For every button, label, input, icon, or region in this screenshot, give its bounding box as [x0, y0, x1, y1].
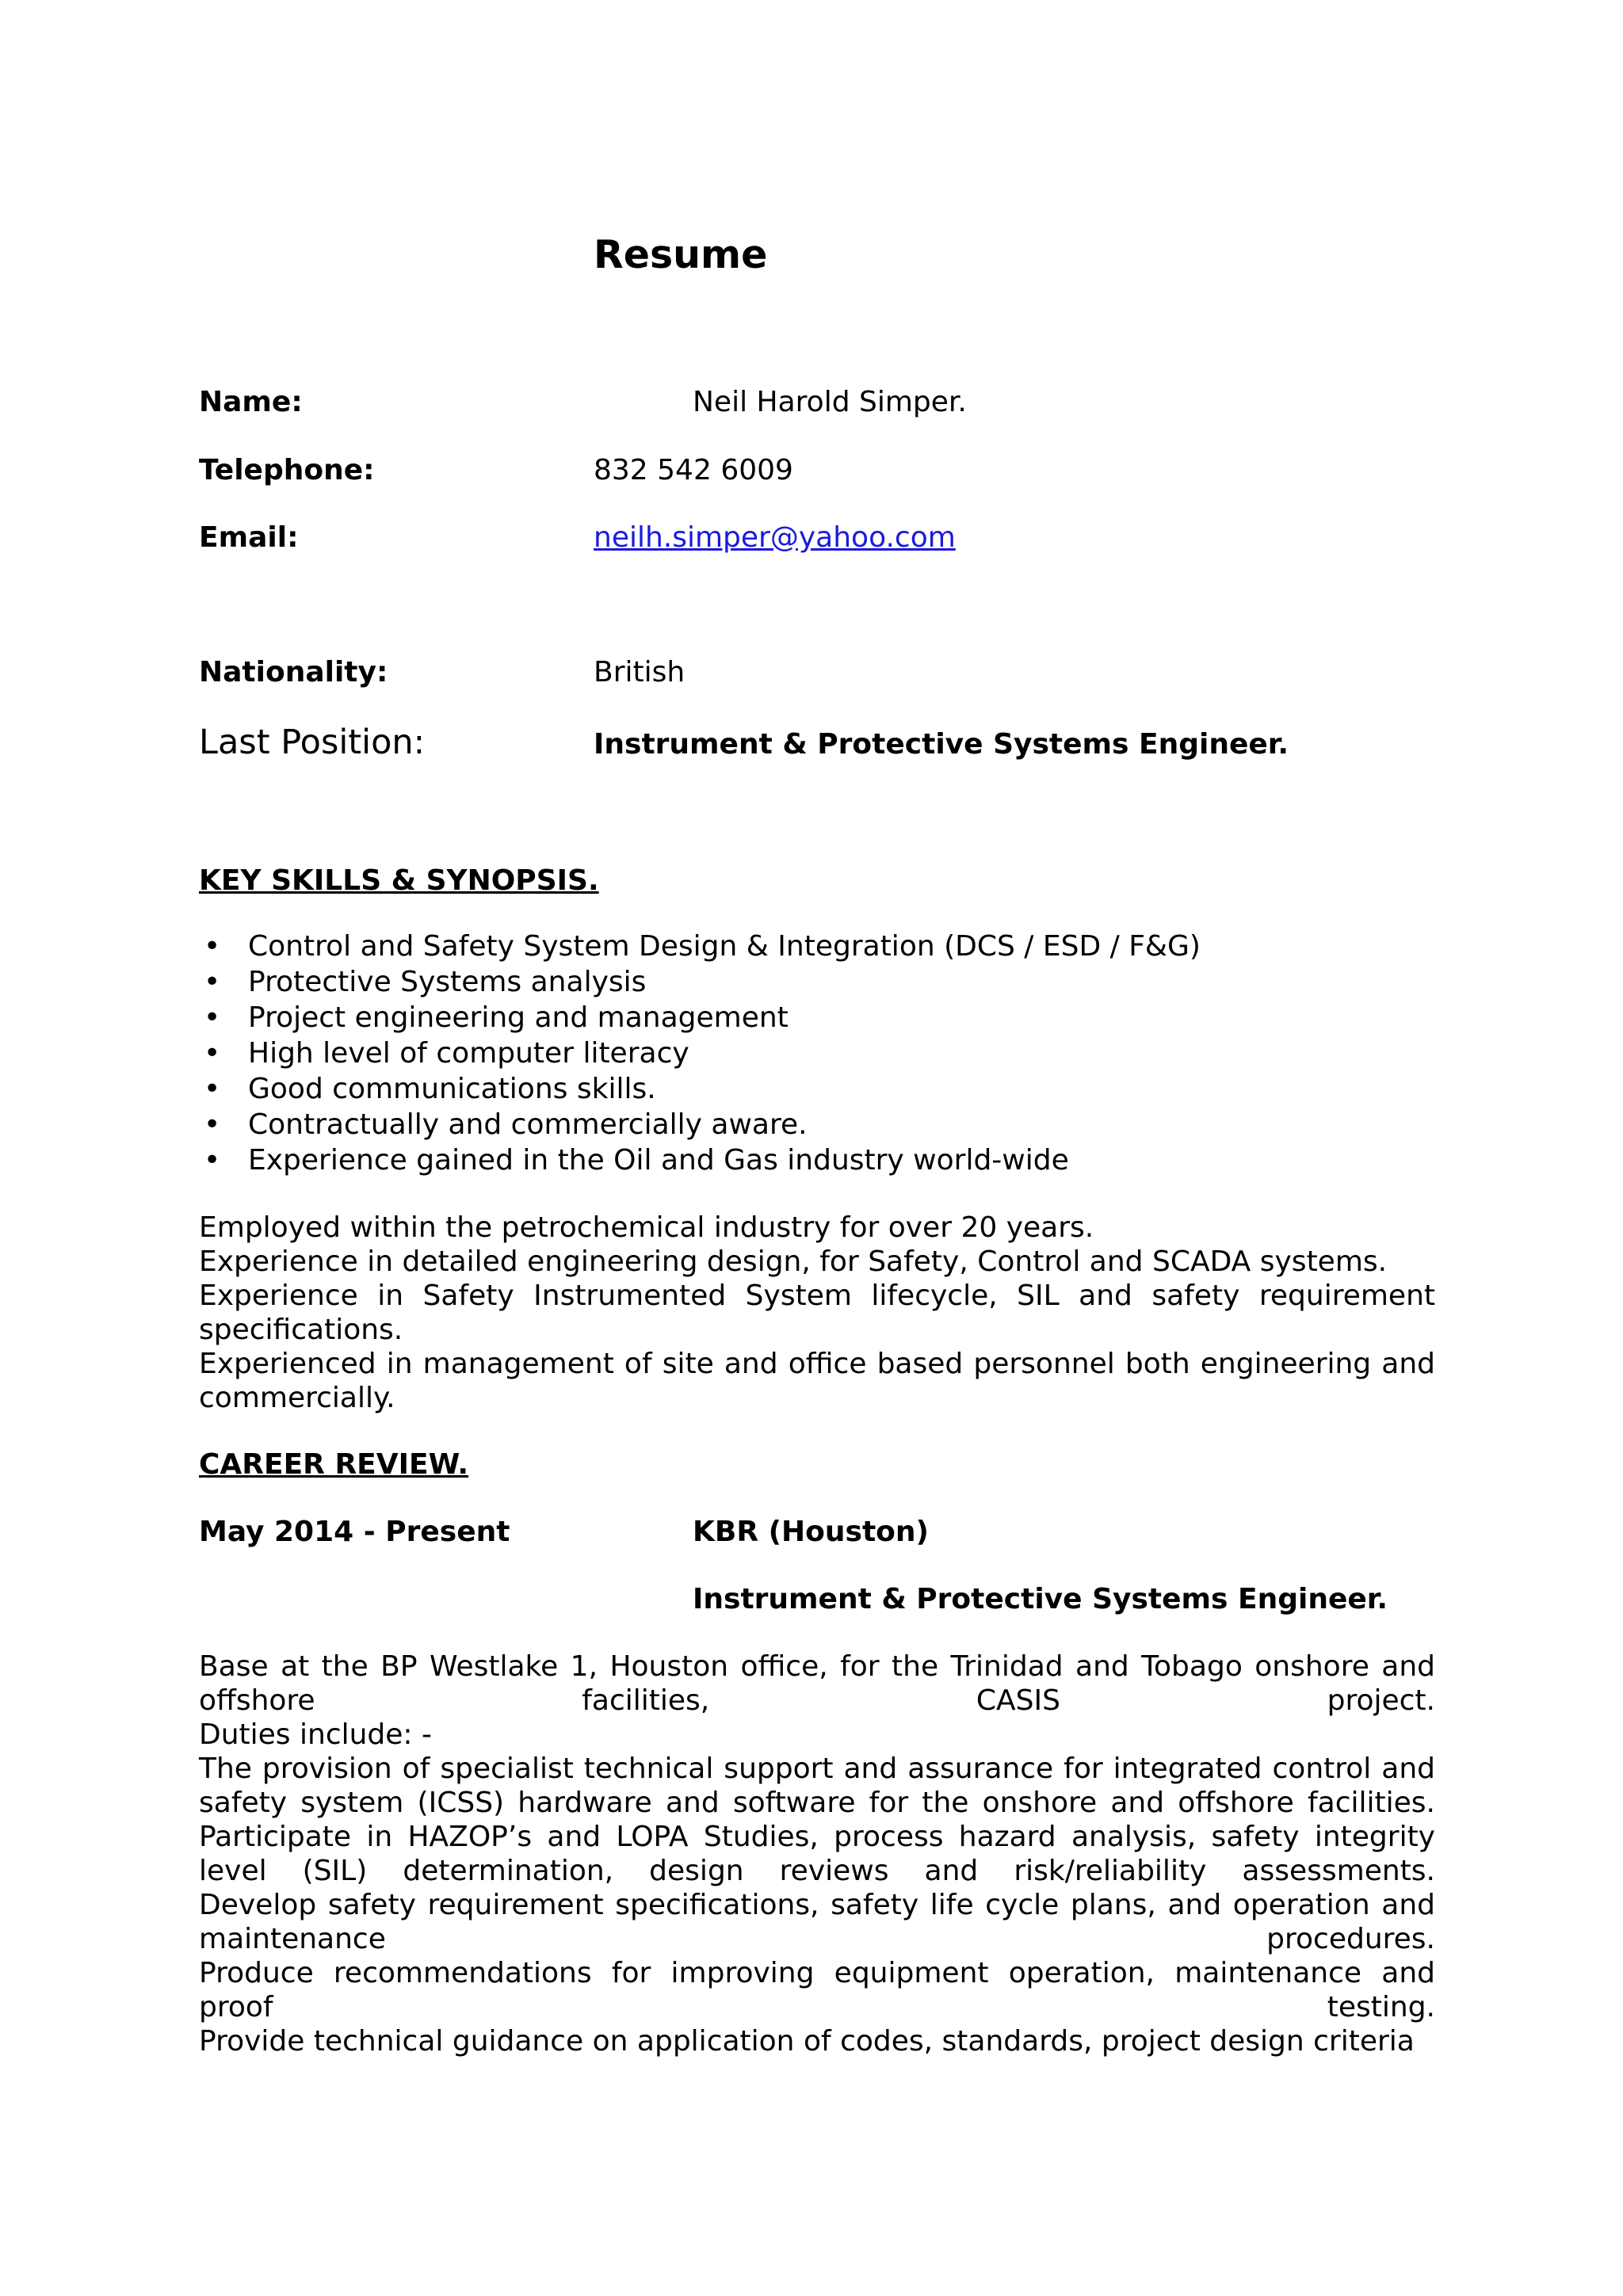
- synopsis-line: Experience in detailed engineering design, for Safety, Control and SCADA systems.: [199, 1245, 1388, 1278]
- bullet-icon: •: [204, 1144, 221, 1177]
- telephone-value: 832 542 6009: [594, 454, 793, 486]
- skill-text: High level of computer literacy: [248, 1037, 689, 1070]
- career-line: Develop safety requirement specifications, safety life cycle plans, and operation and maintenance procedures.: [199, 1889, 1435, 1955]
- career-line: Produce recommendations for improving equipment operation, maintenance and proof testing.: [199, 1957, 1435, 2023]
- bullet-icon: •: [204, 1001, 221, 1034]
- telephone-label: Telephone:: [199, 454, 375, 486]
- skill-text: Protective Systems analysis: [248, 966, 647, 998]
- skill-text: Contractually and commercially aware.: [248, 1108, 808, 1141]
- nationality-label: Nationality:: [199, 656, 388, 688]
- list-item: [199, 1071, 1201, 1107]
- synopsis-line: Experienced in management of site and office based personnel both engineering and commercially.: [199, 1348, 1435, 1414]
- email-label: Email:: [199, 521, 299, 554]
- bullet-icon: •: [204, 930, 221, 963]
- list-item: [199, 1142, 1201, 1178]
- list-item: [199, 1035, 1201, 1071]
- bullet-icon: •: [204, 1108, 221, 1141]
- skill-text: Control and Safety System Design & Integration (DCS / ESD / F&G): [248, 930, 1201, 963]
- bullet-icon: •: [204, 966, 221, 998]
- career-description: [199, 1650, 1435, 2058]
- nationality-value: British: [594, 656, 685, 688]
- key-skills-heading: KEY SKILLS & SYNOPSIS.: [199, 864, 599, 897]
- skill-text: Good communications skills.: [248, 1073, 656, 1105]
- list-item: [199, 964, 1201, 1000]
- last-position-value: Instrument & Protective Systems Engineer.: [594, 728, 1289, 761]
- synopsis-line: Experience in Safety Instrumented System lifecycle, SIL and safety requirement specifications.: [199, 1280, 1435, 1346]
- career-line: Provide technical guidance on application of codes, standards, project design criteria: [199, 2025, 1415, 2058]
- name-label: Name:: [199, 386, 303, 418]
- career-company: KBR (Houston): [693, 1516, 929, 1548]
- career-dates: May 2014 - Present: [199, 1516, 510, 1548]
- key-skills-list: [199, 929, 1201, 1178]
- bullet-icon: •: [204, 1073, 221, 1105]
- name-value: Neil Harold Simper.: [693, 386, 967, 418]
- career-line: The provision of specialist technical support and assurance for integrated control and safety system (ICSS) hardware and software for the onshore and offshore facilities.: [199, 1753, 1435, 1819]
- synopsis-line: Employed within the petrochemical industry for over 20 years.: [199, 1211, 1094, 1244]
- career-role: Instrument & Protective Systems Engineer.: [693, 1583, 1388, 1615]
- page-title: Resume: [594, 232, 768, 277]
- skill-text: Project engineering and management: [248, 1001, 789, 1034]
- list-item: [199, 1000, 1201, 1035]
- last-position-label: Last Position:: [199, 723, 426, 762]
- email-link[interactable]: neilh.simper@yahoo.com: [594, 521, 956, 554]
- bullet-icon: •: [204, 1037, 221, 1070]
- list-item: [199, 929, 1201, 964]
- career-line: Participate in HAZOP’s and LOPA Studies, process hazard analysis, safety integrity level (SIL) determination, design reviews and risk/reliability assessments.: [199, 1821, 1435, 1887]
- skill-text: Experience gained in the Oil and Gas industry world-wide: [248, 1144, 1069, 1177]
- career-review-heading: CAREER REVIEW.: [199, 1448, 469, 1481]
- list-item: [199, 1107, 1201, 1142]
- career-line: Base at the BP Westlake 1, Houston office, for the Trinidad and Tobago onshore and offshore facilities, CASIS project.: [199, 1650, 1435, 1717]
- synopsis-paragraph: [199, 1211, 1435, 1415]
- career-line: Duties include: -: [199, 1718, 432, 1751]
